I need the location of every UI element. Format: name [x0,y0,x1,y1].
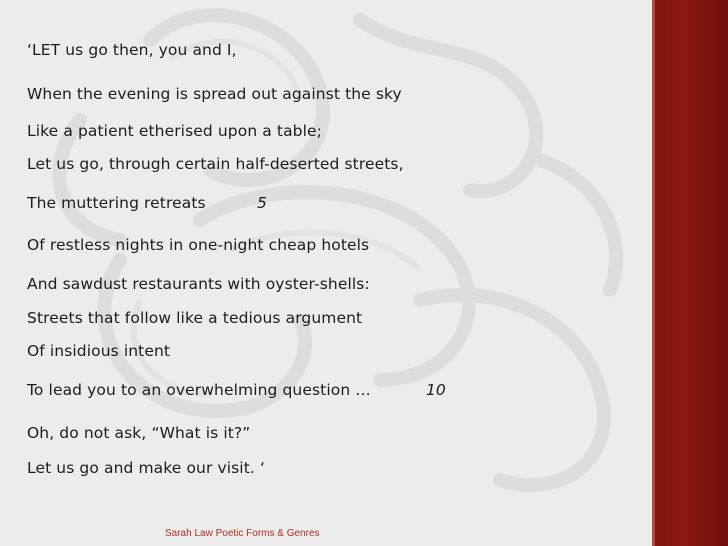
poem-line-3: Like a patient etherised upon a table; [27,122,322,140]
poem-line-4: Let us go, through certain half-deserted streets, [27,155,404,173]
slide-footer: Sarah Law Poetic Forms & Genres [165,528,320,539]
poem-line-6: Of restless nights in one-night cheap hotels [27,236,370,254]
poem-line-2: When the evening is spread out against the sky [27,85,402,103]
poem-line-5: The muttering retreats [27,194,206,212]
poem-line-9: Of insidious intent [27,342,171,360]
decorative-side-panel [652,0,728,546]
poem-line-12: Let us go and make our visit. ‘ [27,459,265,477]
poem-line-1: ‘LET us go then, you and I, [27,41,237,59]
poem-line-7: And sawdust restaurants with oyster-shells: [27,275,370,293]
line-number-10: 10 [426,381,446,399]
side-panel-edge [652,0,655,546]
poem-line-8: Streets that follow like a tedious argument [27,309,363,327]
poem-line-11: Oh, do not ask, “What is it?” [27,424,251,442]
poem-line-10: To lead you to an overwhelming question … [27,381,371,399]
line-number-5: 5 [257,194,267,212]
